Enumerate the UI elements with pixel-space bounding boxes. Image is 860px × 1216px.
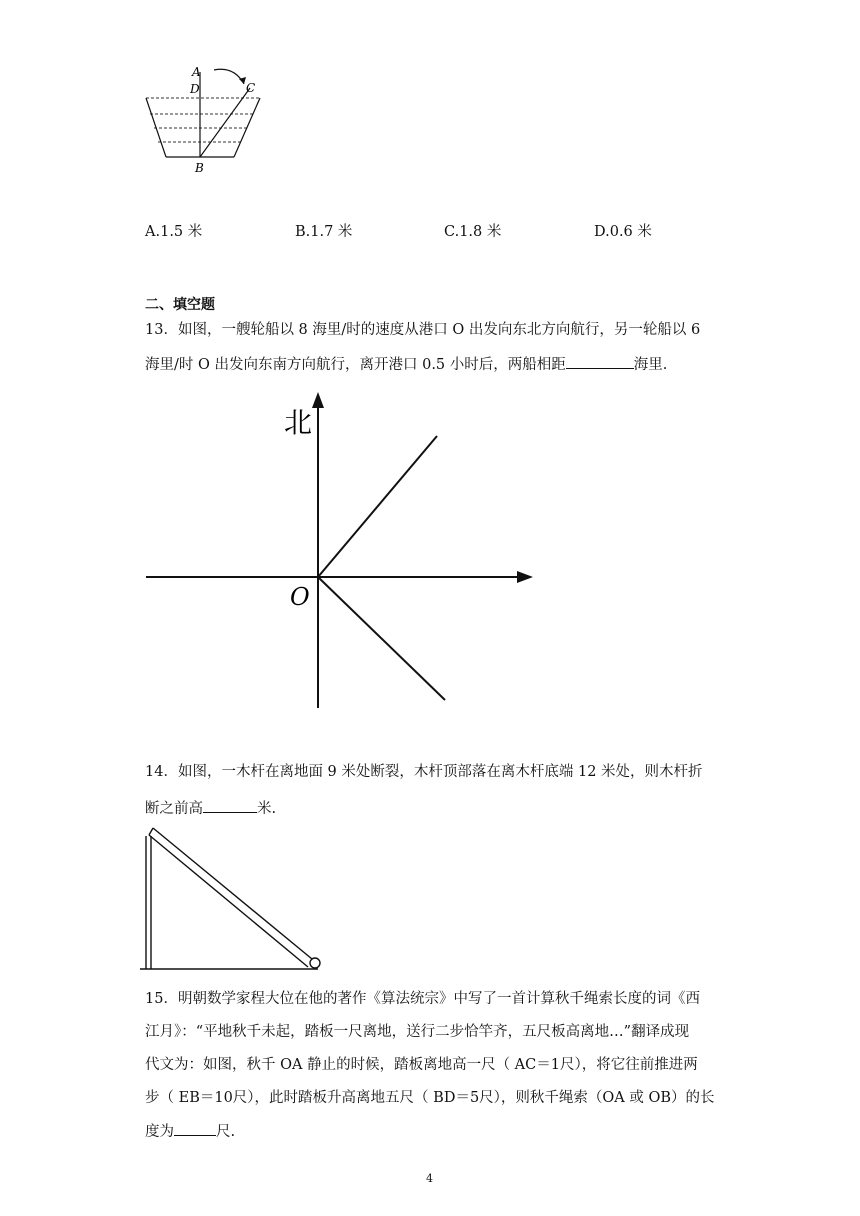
option-d-letter: D. <box>594 224 610 240</box>
q14-line2 <box>145 798 276 819</box>
q15-line2: 江月》：“平地秋千未起，踏板一尺离地，送行二步恰竿齐，五尺板高离地…”翻译成现 <box>145 1024 690 1040</box>
option-c <box>444 220 501 241</box>
option-c-value: 1.8 米 <box>459 224 502 240</box>
label-d: D <box>190 82 200 96</box>
q14-line2-text: 断之前高 <box>145 801 203 817</box>
q14-line1: 14．如图，一木杆在离地面 9 米处断裂，木杆顶部落在离木杆底端 12 米处，则木杆折 <box>145 764 703 780</box>
option-b <box>295 220 352 241</box>
option-a-value: 1.5 米 <box>160 224 203 240</box>
label-c: C <box>246 81 256 95</box>
q15-line3: 代文为：如图，秋千 OA 静止的时候，踏板离地高一尺（ AC＝1尺），将它往前推进两 <box>145 1057 698 1073</box>
option-d-value: 0.6 米 <box>609 224 652 240</box>
option-a-letter: A. <box>145 224 161 240</box>
q13-line2-end: 海里. <box>633 357 668 373</box>
figure-12 <box>130 62 280 180</box>
q15-line5 <box>145 1121 235 1142</box>
q15-line1: 15．明朝数学家程大位在他的著作《算法统宗》中写了一首计算秋千绳索长度的词《西 <box>145 991 700 1007</box>
option-c-letter: C. <box>444 224 460 240</box>
q13-line2 <box>145 354 667 375</box>
q15-line4: 步（ EB＝10尺），此时踏板升高离地五尺（ BD＝5尺），则秋千绳索（OA 或 OB）的长 <box>145 1090 715 1106</box>
q14-answer-blank[interactable] <box>203 798 257 813</box>
q14-line2-end: 米. <box>257 801 277 817</box>
label-a: A <box>192 65 201 79</box>
q15-answer-blank[interactable] <box>174 1121 216 1136</box>
option-d <box>594 220 652 241</box>
q13-line2-text: 海里/时 O 出发向东南方向航行，离开港口 0.5 小时后，两船相距 <box>145 357 566 373</box>
page-number: 4 <box>426 1172 433 1185</box>
section-title: 二、填空题 <box>145 297 215 313</box>
option-a <box>145 220 202 241</box>
option-b-letter: B. <box>295 224 311 240</box>
origin-label: O <box>290 583 310 611</box>
option-b-value: 1.7 米 <box>310 224 353 240</box>
figure-14 <box>140 826 330 974</box>
north-label: 北 <box>284 406 313 439</box>
q13-answer-blank[interactable] <box>566 354 634 369</box>
label-b: B <box>195 161 204 175</box>
figure-13 <box>140 388 540 713</box>
q15-line5-end: 尺. <box>216 1124 236 1140</box>
q15-line5-text: 度为 <box>145 1124 174 1140</box>
q13-line1: 13．如图，一艘轮船以 8 海里/时的速度从港口 O 出发向东北方向航行，另一轮船以 6 <box>145 322 701 338</box>
